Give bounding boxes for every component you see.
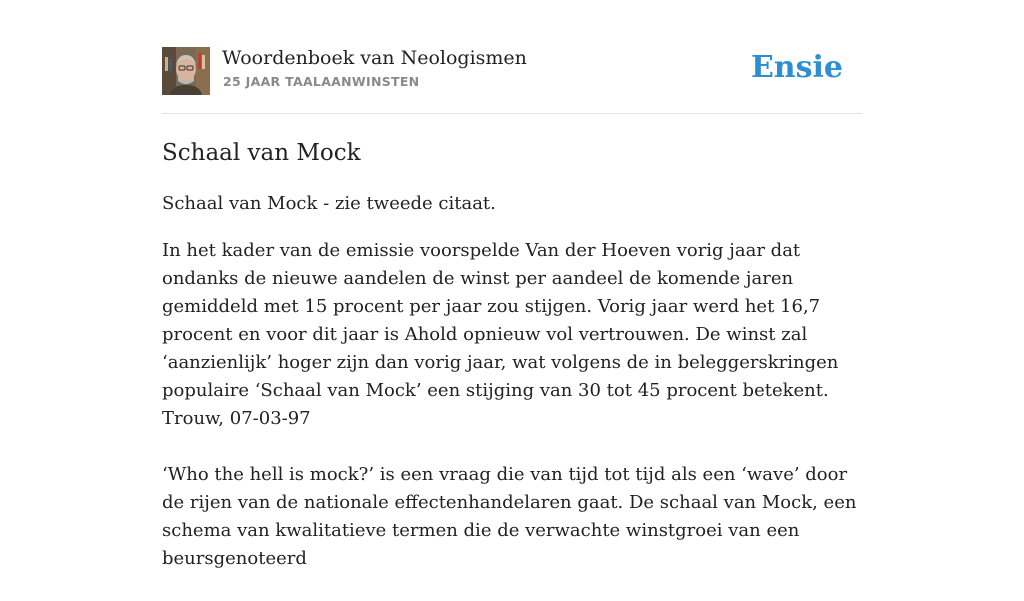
ensie-logo[interactable]: Ensie [750,50,843,85]
entry-title: Schaal van Mock [162,140,361,166]
entry-content [162,190,870,601]
header-divider [162,113,862,114]
site-title[interactable]: Woordenboek van Neologismen [222,47,527,69]
site-header [162,46,862,96]
avatar[interactable] [162,47,210,95]
author-portrait-icon [162,47,210,95]
citation-2: ‘Who the hell is mock?’ is een vraag die van tijd tot tijd als een ‘wave’ door de rijen van de nationale effectenhandelaren gaat. De schaal van Mock, een schema van kwalitatieve termen die de verwachte winstgroei van een beursgenoteerd [162,464,857,569]
citation-1: In het kader van de emissie voorspelde Van der Hoeven vorig jaar dat ondanks de nieuwe aandelen de winst per aandeel de komende jaren gemiddeld met 15 procent per jaar zou stijgen. Vorig jaar werd het 16,7 procent en voor dit jaar is Ahold opnieuw vol vertrouwen. De winst zal ‘aanzienlijk’ hoger zijn dan vorig jaar, wat volgens de in beleggerskringen populaire ‘Schaal van Mock’ een stijging van 30 tot 45 procent betekent. Trouw, 07-03-97 [162,240,839,429]
site-subtitle: 25 JAAR TAALAANWINSTEN [223,74,420,89]
entry-definition: Schaal van Mock - zie tweede citaat. [162,193,496,214]
